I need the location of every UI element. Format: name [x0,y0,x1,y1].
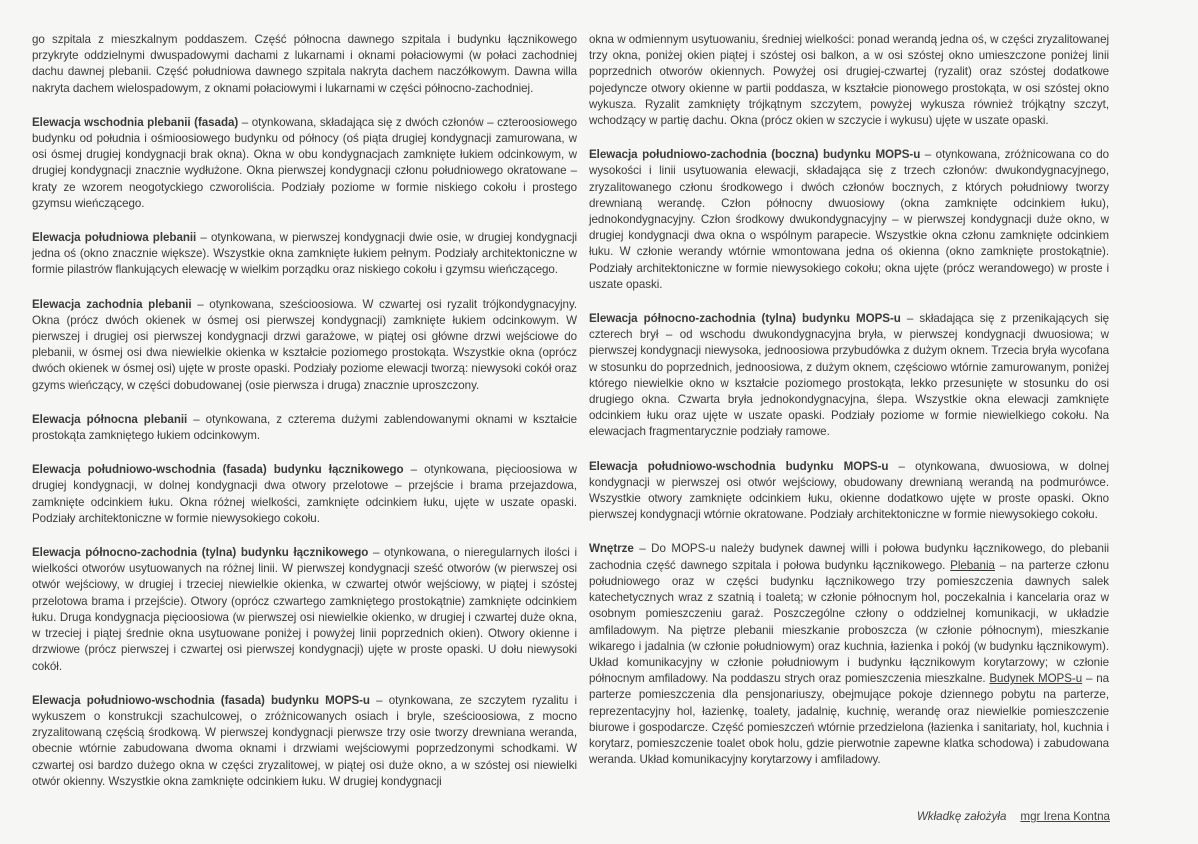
section-heading: Elewacja wschodnia plebanii (fasada) [32,115,239,129]
paragraph-se-elevation-connector [32,462,577,527]
paragraph-text: go szpitala z mieszkalnym poddaszem. Część północna dawnego szpitala i budynku łącznikowego przykryte oddzielnymi dwuspadowymi dachami z lukarnami i oknami połaciowymi (w połaci zachodniej dachu dawnej plebanii. Część południowa dawnego szpitala nakryta dachem naczółkowym. Dawna willa nakryta dachem wielospadowym, z oknami połaciowymi i lukarnami w części północno-zachodniej. [32,33,577,95]
paragraph-text: – otynkowana, dwuosiowa, w dolnej kondygnacji w pierwszej osi otwór wejściowy, obudowany drewnianą werandą na podmurówce. Wszystkie otwory zamknięte odcinkiem łuku, okienne dodatkowo ujęte w proste opaski. Okno pierwszej kondygnacji wtórnie okratowane. Podziały architektoniczne w formie niewysokiego cokołu. [589,459,1109,522]
paragraph-sw-elevation-mops [589,147,1109,293]
section-heading: Elewacja południowo-wschodnia (fasada) budynku łącznikowego [32,463,404,477]
section-heading: Elewacja zachodnia plebanii [32,297,192,311]
paragraph-nw-elevation-connector [32,545,577,675]
paragraph-text: – otynkowana, z czterema dużymi zablendowanymi oknami w kształcie prostokąta zamkniętego łukiem odcinkowym. [32,412,577,443]
section-heading: Elewacja południowo-zachodnia (boczna) budynku MOPS-u [589,148,921,162]
section-heading: Elewacja północno-zachodnia (tylna) budynku MOPS-u [589,312,901,326]
section-heading: Elewacja południowa plebanii [32,231,197,245]
paragraph-se-elevation-mops-building [589,459,1109,524]
paragraph-text: – składająca się z przenikających się czterech brył – od wschodu dwukondygnacyjna bryła, w pierwszej kondygnacji dwuosiowa; w pierwszej kondygnacji niewysoka, jednoosiowa przybudówka z dużym oknem. Trzecia bryła wycofana w stosunku do poprzednich, jednoosiowa, z dużym oknem, częściowo wtórnie zamurowanym, poniżej którego niewielkie okno w kształcie poziomego prostokąta, lekko przesunięte w stosunku do osi drugiego okna. Czwarta bryła jednokondygnacyjna, ślepa. Wszystkie okna elewacji zamknięte odcinkiem łuku oraz ujęte w uszate opaski. Podziały poziome w formie niewielkiego cokołu. Na elewacjach fragmentarycznie podziały ramowe. [589,312,1109,439]
underlined-term-rectory: Plebania [950,558,995,572]
section-heading: Wnętrze [589,542,634,556]
paragraph-text: – Do MOPS-u należy budynek dawnej willi i połowa budynku łącznikowego, do plebanii zachodnia część dawnego szpitala i połowa budynku łącznikowego. [589,542,1109,572]
right-column [589,32,1109,786]
paragraph-roof [32,32,577,97]
paragraph-south-elevation-rectory [32,230,577,279]
paragraph-text: – otynkowana, ze szczytem ryzalitu i wykuszem o konstrukcji szachulcowej, o zróżnicowanych osiach i bryle, sześcioosiowa, z mocno zryzalitowaną częścią środkową. W pierwszej kondygnacji pierwsze trzy osie tworzy drewniana weranda, obecnie wtórnie zabudowana dwoma oknami i drzwiami wejściowymi poprzedzonymi schodkami. W czwartej osi bardzo dużego okna w części zryzalitowej, w piątej osi duże okno, a w szóstej osi niewielki otwór okienny. Wszystkie okna zamknięte odcinkiem łuku. W drugiej kondygnacji [32,693,577,788]
paragraph-text: – otynkowana, w pierwszej kondygnacji dwie osie, w drugiej kondygnacji jedna oś (okno znacznie większe). Wszystkie okna zamknięte łukiem pełnym. Podziały architektoniczne w formie pilastrów flankujących elewację w wielkim porządku oraz niskiego cokołu i gzymsu wieńczącego. [32,231,577,277]
paragraph-west-elevation-rectory [32,297,577,394]
paragraph-text: – otynkowana, o nieregularnych ilości i wielkości otworów usytuowanych na różnej linii. W pierwszej kondygnacji sześć otworów (w pierwszej osi otwór wejściowy, w drugiej i trzeciej niewielkie okienka, w czwartej otwór wejściowy, w piątej i szóstej przelotowa brama i przejście). Otwory (oprócz czwartego zamkniętego prostokątnie) zamknięte odcinkiem łuku. Druga kondygnacja pięcioosiowa (w pierwszej osi niewielkie okienko, w drugiej i czwartej duże okna, w trzeciej i piątej średnie okna usytuowane poniżej i powyżej linii poprzednich okien). Otwory okienne i drzwiowe (prócz pierwszej i czwartej osi pierwszej kondygnacji) ujęte w proste opaski. U dołu niewysoki cokół. [32,546,577,673]
paragraph-east-elevation-rectory [32,115,577,212]
section-heading: Elewacja północno-zachodnia (tylna) budynku łącznikowego [32,546,369,560]
section-heading: Elewacja południowo-wschodnia (fasada) budynku MOPS-u [32,693,370,707]
paragraph-north-elevation-rectory [32,412,577,444]
section-heading: Elewacja południowo-wschodnia budynku MOPS-u [589,459,889,473]
underlined-term-mops: Budynek MOPS-u [989,672,1083,686]
paragraph-mops-continued [589,32,1109,129]
paragraph-se-elevation-mops [32,693,577,790]
paragraph-nw-elevation-mops [589,311,1109,441]
paragraph-text: – otynkowana, składająca się z dwóch członów – czteroosiowego budynku od południa i ośmioosiowego budynku od północy (oś piąta drugiej kondygnacji zamurowana, w osi ósmej drugiej kondygnacji brak okna). Okna w obu kondygnacjach zamknięte łukiem odcinkowym, w drugiej kondygnacji znacznie wydłużone. Okna pierwszej kondygnacji członu południowego okratowane – kraty ze wzorem neogotyckiego czworoliścia. Podziały poziome w formie niskiego cokołu i prostego gzymsu wieńczącego. [32,115,577,210]
signature-line [870,810,1110,823]
signature-label: Wkładkę założyła [916,810,1007,823]
paragraph-text: – na parterze członu południowego oraz w części budynku łącznikowego trzy pomieszczenia dawnych salek katechetycznych wraz z szatnią i toaletą; w członie północnym hol, poczekalnia i kancelaria oraz w osobnym pomieszczeniu garaż. Poszczególne człony o oddzielnej komunikacji, w układzie amfiladowym. Na piętrze plebanii mieszkanie proboszcza (w członie północnym), mieszkanie wikarego i jadalnia (w członie południowym) oraz kuchnia, łazienka i pokój (w budynku łącznikowym). Układ komunikacyjny w członie południowym i budynku łącznikowym korytarzowy; w członie północnym amfiladowy. Na poddaszu strych oraz pomieszczenia mieszkalne. [589,558,1109,686]
paragraph-text: – na parterze pomieszczenia dla pensjonariuszy, obejmujące pokoje dziennego pobytu na parterze, reprezentacyjny hol, łazienkę, toalety, jadalnię, kuchnię, werandę oraz niewielkie pomieszczenie biurowe i gospodarcze. Część pomieszczeń wtórnie przedzielona (łazienka i sanitariaty, hol, kuchnia i korytarz, pomieszczenie toalet obok holu, gdzie pierwotnie zapewne klatka schodowa) i zabudowana weranda. Układ komunikacyjny korytarzowy i amfiladowy. [589,672,1110,767]
paragraph-text: okna w odmiennym usytuowaniu, średniej wielkości: ponad werandą jedna oś, w części zryzalitowanej trzy okna, poniżej okien piątej i szóstej osi balkon, a w osi szóstej okno umieszczone poniżej linii poprzednich otworów okiennych. Powyżej osi drugiej-czwartej (ryzalit) oraz szóstej dodatkowe pojedyncze otwory okienne w partii poddasza, w kształcie pionowego prostokąta, w osi szóstej okno wykusza. Ryzalit zamknięty trójkątnym szczytem, powyżej wykusza również trójkątny szczyt, wchodzący w partię dachu. Okna (prócz okien w szczycie i wykusu) ujęte w uszate opaski. [589,33,1109,128]
section-heading: Elewacja północna plebanii [32,412,188,426]
paragraph-text: – otynkowana, sześcioosiowa. W czwartej osi ryzalit trójkondygnacyjny. Okna (prócz dwóch okienek w ósmej osi pierwszej kondygnacji) zamknięte łukiem odcinkowym. W pierwszej i drugiej osi pierwszej kondygnacji drzwi garażowe, w piątej osi główne drzwi wejściowe do plebanii, w ósmej osi dwa niewielkie okienka w kształcie poziomego prostokąta. Wszystkie okna (oprócz dwóch okienek w ósmej osi) ujęte w proste opaski. Podziały poziome elewacji tworzą: niewysoki cokół oraz gzyms wieńczący, w części dobudowanej (osie pierwsza i druga) znacznie uproszczony. [32,297,578,392]
left-column [32,32,577,808]
paragraph-interior [589,541,1109,768]
paragraph-text: – otynkowana, zróżnicowana co do wysokości i linii usytuowania elewacji, składająca się z trzech członów: dwukondygnacyjnego, zryzalitowanego członu środkowego i dwóch członów bocznych, z których południowy tworzy drewnianą werandę. Człon północny dwuosiowy (okna zamknięte odcinkiem łuku), jednokondygnacyjny. Człon środkowy dwukondygnacyjny – w pierwszej kondygnacji duże okno, w drugiej kondygnacji dwa okna o wspólnym parapecie. Wszystkie okna członu zamknięte odcinkiem łuku. W członie werandy wtórnie wmontowana jedna oś okienna (okno zamknięte prostokątnie). Podziały architektoniczne w formie niewysokiego cokołu; okna ujęte (prócz werandowego) w proste i uszate opaski. [589,148,1110,291]
paragraph-text: – otynkowana, pięcioosiowa w drugiej kondygnacji, w dolnej kondygnacji dwa otwory przelotowe – przejście i brama przejazdowa, zamknięte odcinkiem łuku. Okna różnej wielkości, zamknięte odcinkiem łuku, ujęte w uszate opaski. Podziały architektoniczne w formie niewysokiego cokołu. [32,463,577,525]
signature-name: mgr Irena Kontna [1020,810,1110,823]
